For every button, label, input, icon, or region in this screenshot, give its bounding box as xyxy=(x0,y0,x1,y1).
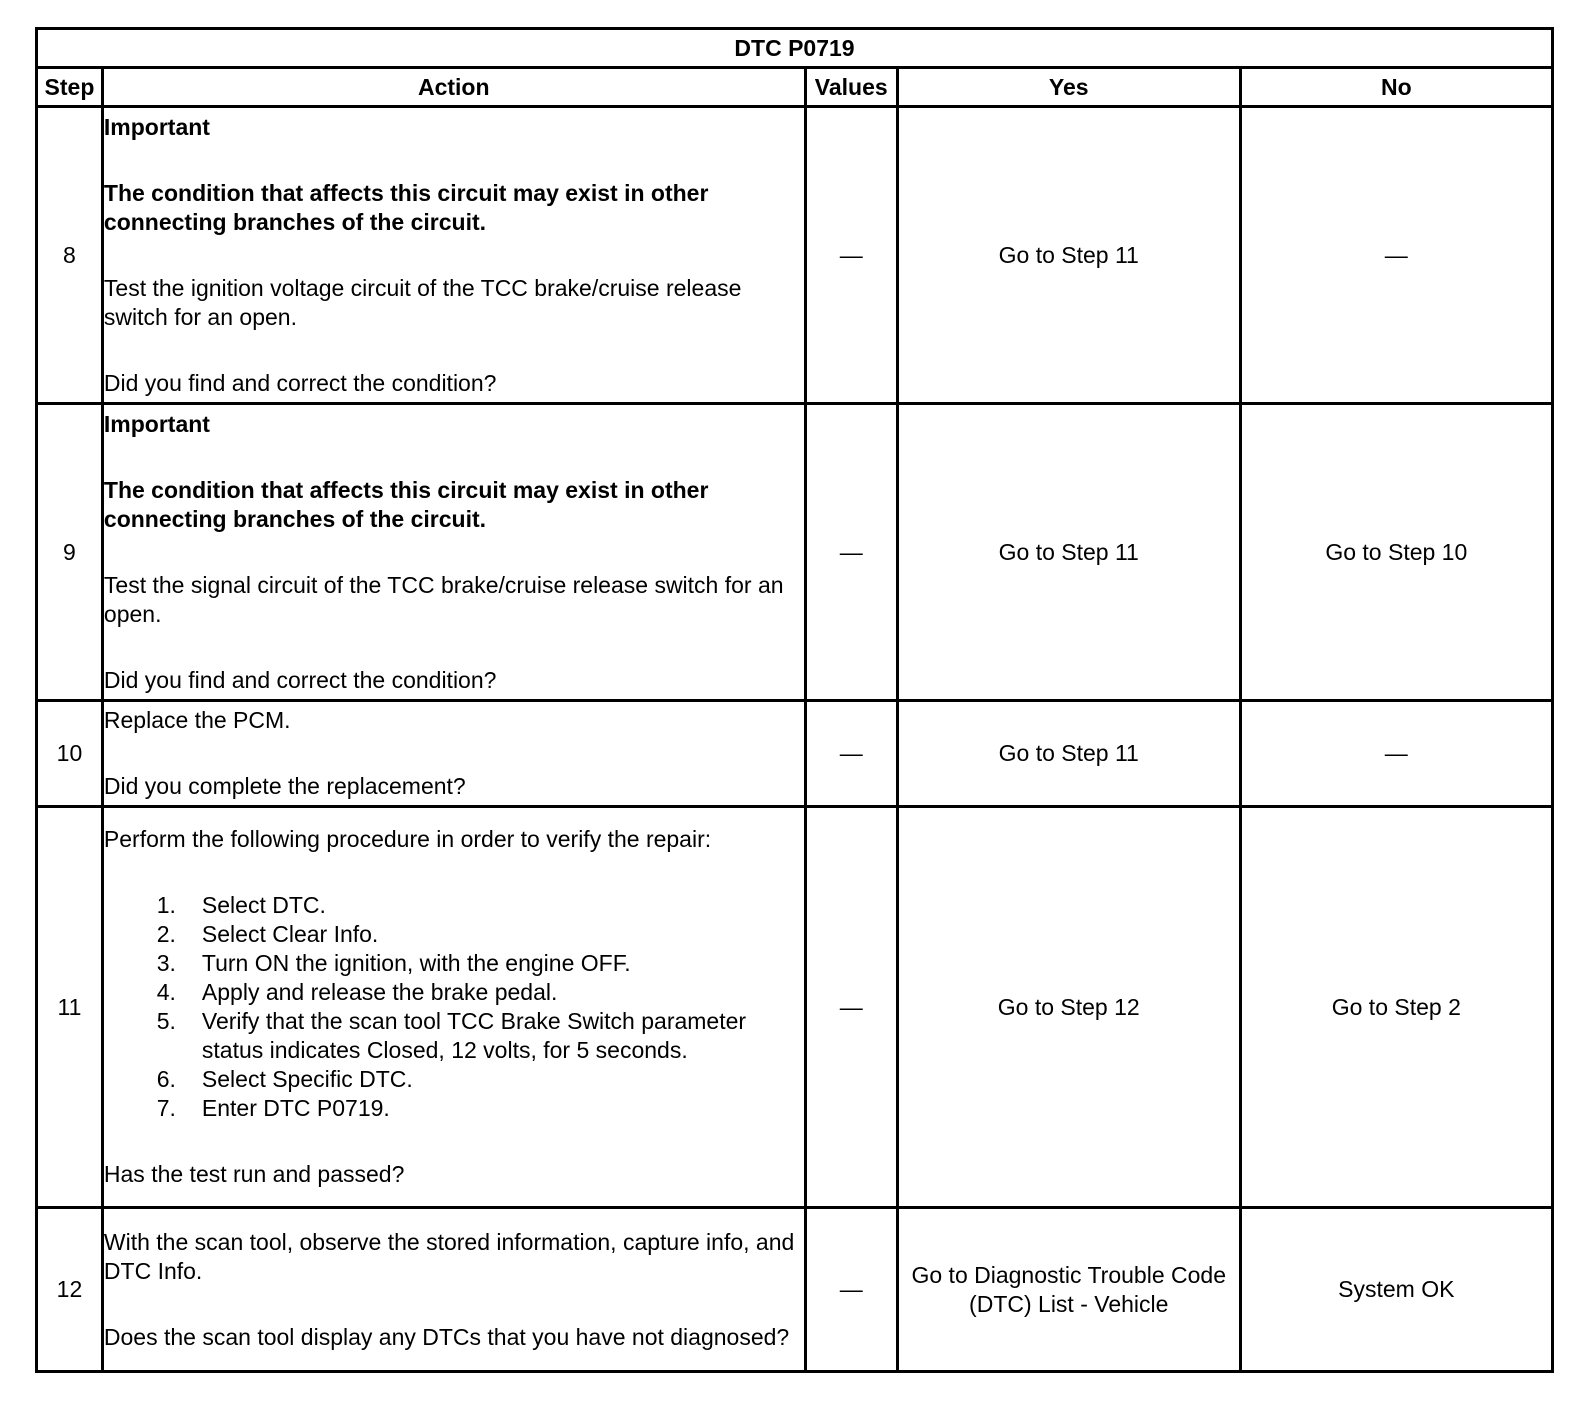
action-question: Does the scan tool display any DTCs that you have not diagnosed? xyxy=(103,1323,790,1350)
action-question: Did you find and correct the condition? xyxy=(103,666,497,693)
values-cell: — xyxy=(805,1208,897,1372)
header-yes: Yes xyxy=(897,68,1240,107)
action-cell xyxy=(102,107,805,404)
action-cell xyxy=(102,807,805,1208)
step-number: 12 xyxy=(37,1208,103,1372)
dtc-p0719-table xyxy=(35,27,1554,1373)
procedure-step xyxy=(104,891,804,920)
header-values: Values xyxy=(805,68,897,107)
step-number: 11 xyxy=(37,807,103,1208)
action-instruction: With the scan tool, observe the stored information, capture info, and DTC Info. xyxy=(103,1228,795,1284)
procedure-step-number: 4. xyxy=(156,979,176,1005)
important-note: The condition that affects this circuit may exist in other connecting branches of the circuit. xyxy=(103,179,709,235)
values-cell: — xyxy=(805,701,897,807)
procedure-step xyxy=(104,1065,804,1094)
table-row-step-11 xyxy=(37,807,1553,1208)
yes-cell: Go to Step 11 xyxy=(897,404,1240,701)
step-number: 9 xyxy=(37,404,103,701)
no-cell: — xyxy=(1240,701,1552,807)
action-instruction: Test the ignition voltage circuit of the TCC brake/cruise release switch for an open. xyxy=(103,274,742,330)
procedure-step-text: Verify that the scan tool TCC Brake Switch parameter status indicates Closed, 12 volts, for 5 seconds. xyxy=(201,1008,747,1063)
values-cell: — xyxy=(805,404,897,701)
yes-cell: Go to Diagnostic Trouble Code (DTC) List - Vehicle xyxy=(897,1208,1240,1372)
action-question: Did you find and correct the condition? xyxy=(103,369,497,396)
procedure-list xyxy=(104,891,804,1123)
procedure-step xyxy=(104,978,804,1007)
values-cell: — xyxy=(805,807,897,1208)
step-number: 8 xyxy=(37,107,103,404)
procedure-step xyxy=(104,1007,804,1065)
procedure-step-number: 1. xyxy=(156,892,176,918)
procedure-step-text: Enter DTC P0719. xyxy=(201,1095,390,1121)
procedure-step-text: Select Clear Info. xyxy=(201,921,379,947)
procedure-step-text: Apply and release the brake pedal. xyxy=(201,979,558,1005)
action-instruction: Replace the PCM. xyxy=(103,707,291,733)
no-cell: Go to Step 10 xyxy=(1240,404,1552,701)
yes-cell: Go to Step 11 xyxy=(897,701,1240,807)
action-question: Did you complete the replacement? xyxy=(103,773,466,799)
action-cell xyxy=(102,1208,805,1372)
header-action: Action xyxy=(102,68,805,107)
procedure-step-number: 2. xyxy=(156,921,176,947)
action-question: Has the test run and passed? xyxy=(103,1161,405,1187)
important-note: The condition that affects this circuit may exist in other connecting branches of the circuit. xyxy=(103,476,709,532)
table-row-step-12 xyxy=(37,1208,1553,1372)
important-label: Important xyxy=(103,113,210,140)
procedure-step-text: Select Specific DTC. xyxy=(201,1066,413,1092)
no-cell: System OK xyxy=(1240,1208,1552,1372)
no-cell: — xyxy=(1240,107,1552,404)
procedure-step xyxy=(104,1094,804,1123)
values-cell: — xyxy=(805,107,897,404)
procedure-step-number: 5. xyxy=(156,1008,176,1034)
procedure-step-text: Turn ON the ignition, with the engine OFF. xyxy=(201,950,631,976)
yes-cell: Go to Step 11 xyxy=(897,107,1240,404)
table-title: DTC P0719 xyxy=(37,29,1553,68)
action-cell xyxy=(102,404,805,701)
procedure-step-number: 3. xyxy=(156,950,176,976)
procedure-step-number: 7. xyxy=(156,1095,176,1121)
header-step: Step xyxy=(37,68,103,107)
table-row-step-8 xyxy=(37,107,1553,404)
procedure-step-number: 6. xyxy=(156,1066,176,1092)
action-cell xyxy=(102,701,805,807)
header-no: No xyxy=(1240,68,1552,107)
table-row-step-9 xyxy=(37,404,1553,701)
header-row xyxy=(37,68,1553,107)
action-instruction: Test the signal circuit of the TCC brake/cruise release switch for an open. xyxy=(103,571,784,627)
no-cell: Go to Step 2 xyxy=(1240,807,1552,1208)
procedure-step xyxy=(104,949,804,978)
table-row-step-10 xyxy=(37,701,1553,807)
step-number: 10 xyxy=(37,701,103,807)
yes-cell: Go to Step 12 xyxy=(897,807,1240,1208)
procedure-step xyxy=(104,920,804,949)
procedure-step-text: Select DTC. xyxy=(201,892,326,918)
important-label: Important xyxy=(103,410,210,437)
action-instruction: Perform the following procedure in order to verify the repair: xyxy=(103,826,712,852)
